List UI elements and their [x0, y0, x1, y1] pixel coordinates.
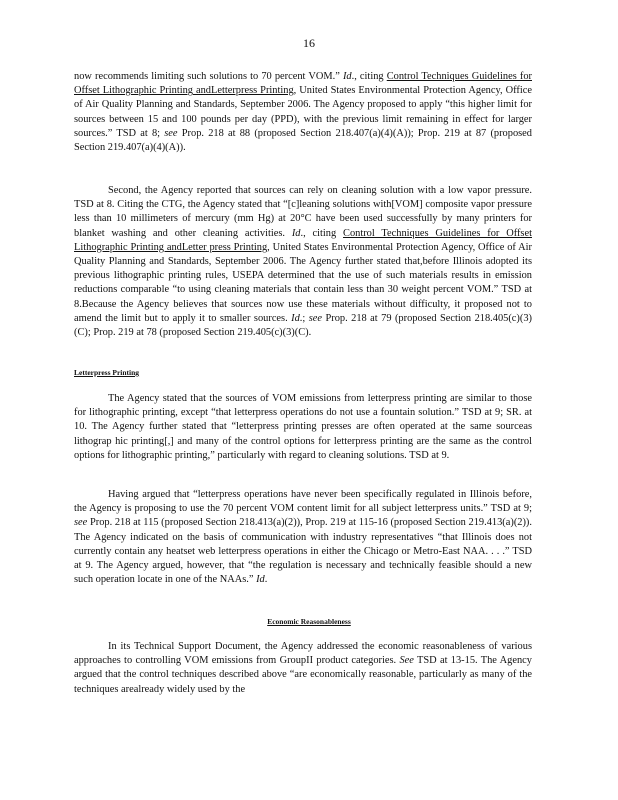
- text-run: Having argued that “letterpress operations have never been specifically regulated in Illinois before, the Agency is proposing to use the 70 percent VOM content limit for all subject letterpress units.” TSD at 9;: [74, 489, 532, 515]
- text-run: In its Technical Support Document, the Agency addressed the economic reasonableness of various approaches to controlling VOM emissions from GroupII product categories.: [74, 641, 532, 667]
- see-signal: see: [164, 127, 178, 139]
- see-signal: see: [308, 312, 323, 324]
- id-citation: Id: [342, 71, 352, 82]
- text-run: Prop. 218 at 88 (proposed Section 218.407(a)(4)(A)); Prop. 219 at 87 (proposed Section 219.407(a)(4)(A)).: [74, 127, 532, 154]
- text-run: .;: [299, 312, 309, 324]
- see-signal: See: [399, 655, 414, 667]
- text-run: ., citing: [351, 71, 387, 82]
- text-run: Prop. 218 at 79 (proposed Section 218.405(c)(3)(C); Prop. 219 at 78 (proposed Section 219.405(c)(3)(C).: [74, 312, 532, 339]
- id-citation: Id: [291, 227, 301, 239]
- paragraph-cleaning-solution-limit: [74, 70, 532, 155]
- section-heading-economic: Economic Reasonableness: [267, 617, 351, 626]
- id-citation: Id: [291, 312, 300, 324]
- paragraph-economic-reasonableness: [74, 640, 532, 697]
- paragraph-letterpress-limit: [74, 488, 532, 587]
- text-run: , United States Environmental Protection Agency, Office of Air Quality Planning and Standards, September 2006. The Agency proposed to apply “this higher limit for sources between 15 and 100 pounds per day (PPD), with the previous limit remaining in effect for larger sources.” TSD at 8;: [74, 85, 532, 139]
- cited-document-title: Control Techniques Guidelines for Offset Lithographic Printing andLetterpress Printing: [74, 71, 532, 97]
- text-run: now recommends limiting such solutions to 70 percent VOM.”: [74, 71, 343, 82]
- text-run: Prop. 218 at 115 (proposed Section 218.413(a)(2)), Prop. 219 at 115-16 (proposed Section 219.413(a)(2)). The Agency indicated on the basis of communication with industry representatives “that Illinois does not currently contain any heatset web letterpress operations in either the Chicago or Metro-East NAA. . . .” TSD at 9. The Agency argued, however, that “the regulation is necessary and technically feasible should a new such operation locate in one of the NAAs.”: [74, 517, 532, 586]
- id-citation: Id: [256, 574, 265, 586]
- text-run: Second, the Agency reported that sources can rely on cleaning solution with a low vapor pressure. TSD at 8. Citing the CTG, the Agency stated that “[c]leaning solutions with[VOM] composite vapor pressure less than 10 millimeters of mercury (mm Hg) at 20°C have been used successfully by many printers for blanket washing and other cleaning activities.: [74, 185, 532, 239]
- text-run: The Agency stated that the sources of VOM emissions from letterpress printing are similar to those for lithographic printing, except “that letterpress operations do not use a fountain solution.” TSD at 9; SR. at 10. The Agency further stated that “letterpress printing presses are often operated at the same sourceas lithograp hic printing[,] and many of the control options for letterpress printing are the same as the control options for lithographic printing,” particularly with regard to cleaning solutions. TSD at 9.: [74, 393, 532, 461]
- section-heading-letterpress: Letterpress Printing: [74, 368, 140, 377]
- text-run: , United States Environmental Protection Agency, Office of Air Quality Planning and Standards, September 2006. The Agency further stated that,before Illinois adopted its previous lithographic printing rules, USEPA determined that the use of such materials results in emission reductions comparable “to using cleaning materials that contain less than 30 weight percent VOM.” TSD at 8.Because the Agency believes that sources now use these materials without difficulty, it proposed not to amend the limit but to apply it to smaller sources.: [74, 241, 532, 324]
- page-number: 16: [303, 36, 315, 50]
- text-run: ., citing: [300, 227, 344, 239]
- paragraph-vapor-pressure: [74, 184, 532, 340]
- text-run: TSD at 13-15. The Agency argued that the control techniques described above “are economically reasonable, particularly as many of the techniques arealready widely used by the: [74, 655, 532, 695]
- paragraph-letterpress-sources: [74, 392, 532, 463]
- see-signal: see: [74, 517, 88, 529]
- cited-document-title: Control Techniques Guidelines for Offset Lithographic Printing andLetter press Printing: [74, 227, 532, 253]
- text-run: .: [264, 574, 268, 586]
